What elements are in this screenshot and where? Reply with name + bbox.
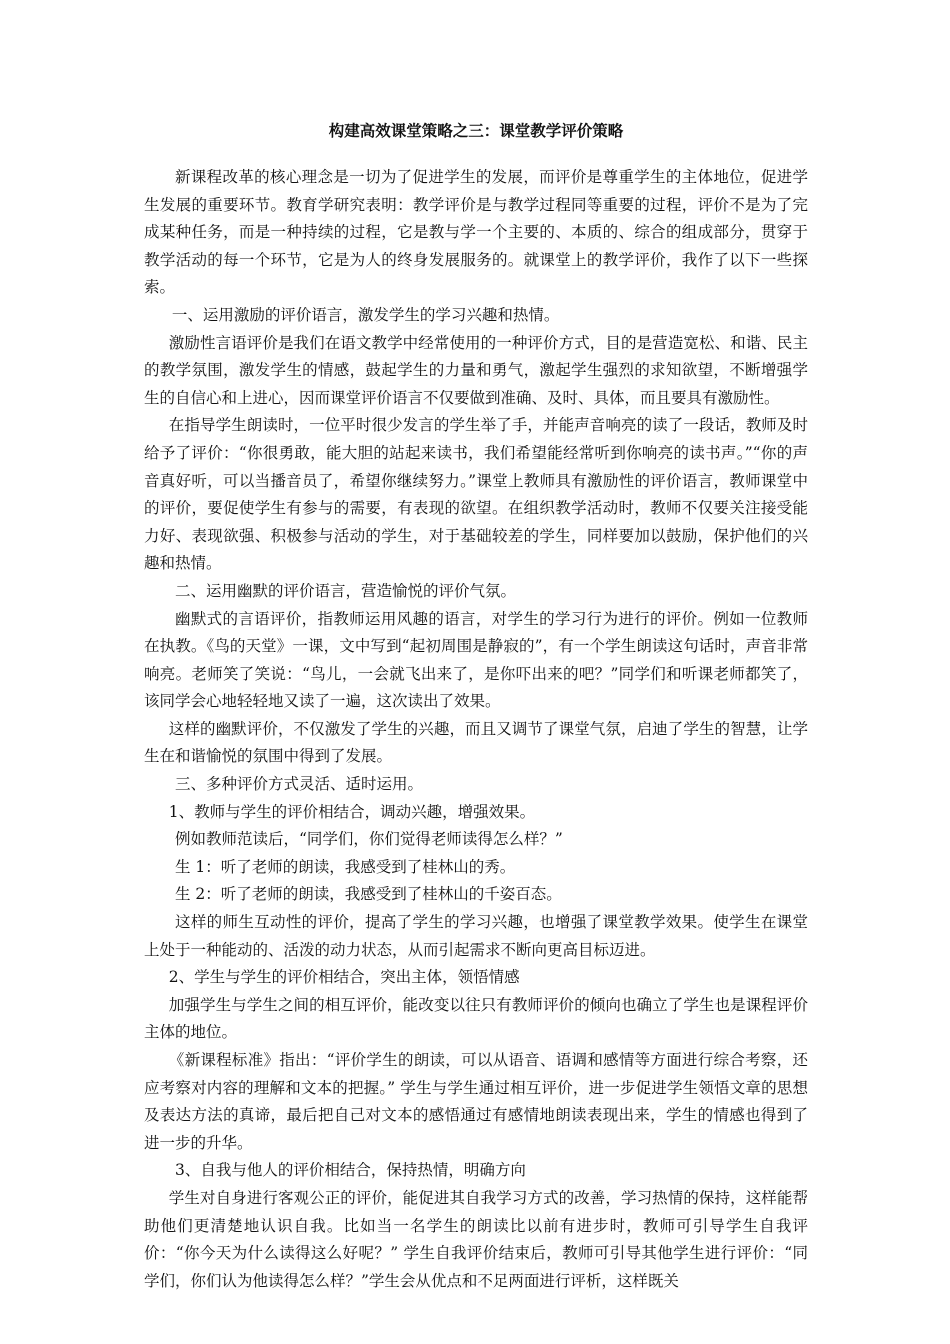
- section-heading-1: 一、运用激励的评价语言，激发学生的学习兴趣和热情。: [171, 305, 560, 324]
- paragraph: 《新课程标准》指出：“评价学生的朗读，可以从语音、语调和感情等方面进行综合考察，还应考察对内容的理解和文本的把握。” 学生与学生通过相互评价，进一步促进学生领悟文章的思想及表达方法的真谛，最后把自己对文本的感悟通过有感情地朗读表现出来，学生的情感也得到了进一步的升华。: [144, 1051, 808, 1152]
- paragraph: 加强学生与学生之间的相互评价，能改变以往只有教师评价的倾向也确立了学生也是课程评价主体的地位。: [144, 995, 808, 1042]
- subsection-heading-1: 1、教师与学生的评价相结合，调动兴趣，增强效果。: [168, 802, 536, 821]
- paragraph: 例如教师范读后，“同学们，你们觉得老师读得怎么样？”: [175, 830, 563, 849]
- paragraph-intro: 新课程改革的核心理念是一切为了促进学生的发展，而评价是尊重学生的主体地位，促进学生发展的重要环节。教育学研究表明：教学评价是与教学过程同等重要的过程，评价不是为了完成某种任务，而是一种持续的过程，它是教与学一个主要的、本质的、综合的组成部分，贯穿于教学活动的每一个环节，它是为人的终身发展服务的。就课堂上的教学评价，我作了以下一些探索。: [144, 168, 808, 297]
- section-heading-3: 三、多种评价方式灵活、适时运用。: [175, 775, 424, 794]
- dialogue-line: 生 2：听了老师的朗读，我感受到了桂林山的千姿百态。: [175, 885, 562, 904]
- paragraph: 这样的幽默评价，不仅激发了学生的兴趣，而且又调节了课堂气氛，启迪了学生的智慧，让学生在和谐愉悦的氛围中得到了发展。: [144, 719, 808, 766]
- section-heading-2: 二、运用幽默的评价语言，营造愉悦的评价气氛。: [175, 581, 517, 600]
- paragraph: 激励性言语评价是我们在语文教学中经常使用的一种评价方式，目的是营造宽松、和谐、民主的教学氛围，激发学生的情感，鼓起学生的力量和勇气，激起学生强烈的求知欲望，不断增强学生的自信心和上进心，因而课堂评价语言不仅要做到准确、及时、具体，而且要具有激励性。: [144, 333, 808, 407]
- paragraph: 这样的师生互动性的评价，提高了学生的学习兴趣，也增强了课堂教学效果。使学生在课堂上处于一种能动的、活泼的动力状态，从而引起需求不断向更高目标迈进。: [144, 913, 808, 959]
- paragraph: 在指导学生朗读时，一位平时很少发言的学生举了手，并能声音响亮的读了一段话，教师及时给予了评价：“你很勇敢，能大胆的站起来读书，我们希望能经常听到你响亮的读书声。”“你的声音真好听，可以当播音员了，希望你继续努力。”课堂上教师具有激励性的评价语言，教师课堂中的评价，要促使学生有参与的需要，有表现的欲望。在组织教学活动时，教师不仅要关注接受能力好、表现欲强、积极参与活动的学生，对于基础较差的学生，同样要加以鼓励，保护他们的兴趣和热情。: [144, 416, 808, 573]
- paragraph: 学生对自身进行客观公正的评价，能促进其自我学习方式的改善，学习热情的保持，这样能帮助他们更清楚地认识自我。比如当一名学生的朗读比以前有进步时，教师可引导学生自我评价：“你今天为什么读得这么好呢？” 学生自我评价结束后，教师可引导其他学生进行评价：“同学们，你们认为他读得怎么样？”学生会从优点和不足两面进行评析，这样既关: [144, 1188, 808, 1290]
- subsection-heading-2: 2、学生与学生的评价相结合，突出主体，领悟情感: [168, 968, 520, 987]
- document-title: 构建高效课堂策略之三：课堂教学评价策略: [328, 122, 624, 140]
- subsection-heading-3: 3、自我与他人的评价相结合，保持热情，明确方向: [175, 1161, 526, 1180]
- paragraph: 幽默式的言语评价，指教师运用风趣的语言，对学生的学习行为进行的评价。例如一位教师在执教。《鸟的天堂》一课，文中写到“起初周围是静寂的”，有一个学生朗读这句话时，声音非常响亮。老师笑了笑说：“鸟儿，一会就飞出来了，是你吓出来的吧？”同学们和听课老师都笑了，该同学会心地轻轻地又读了一遍，这次读出了效果。: [144, 609, 808, 711]
- document-body: [144, 120, 808, 1295]
- dialogue-line: 生 1：听了老师的朗读，我感受到了桂林山的秀。: [175, 857, 516, 876]
